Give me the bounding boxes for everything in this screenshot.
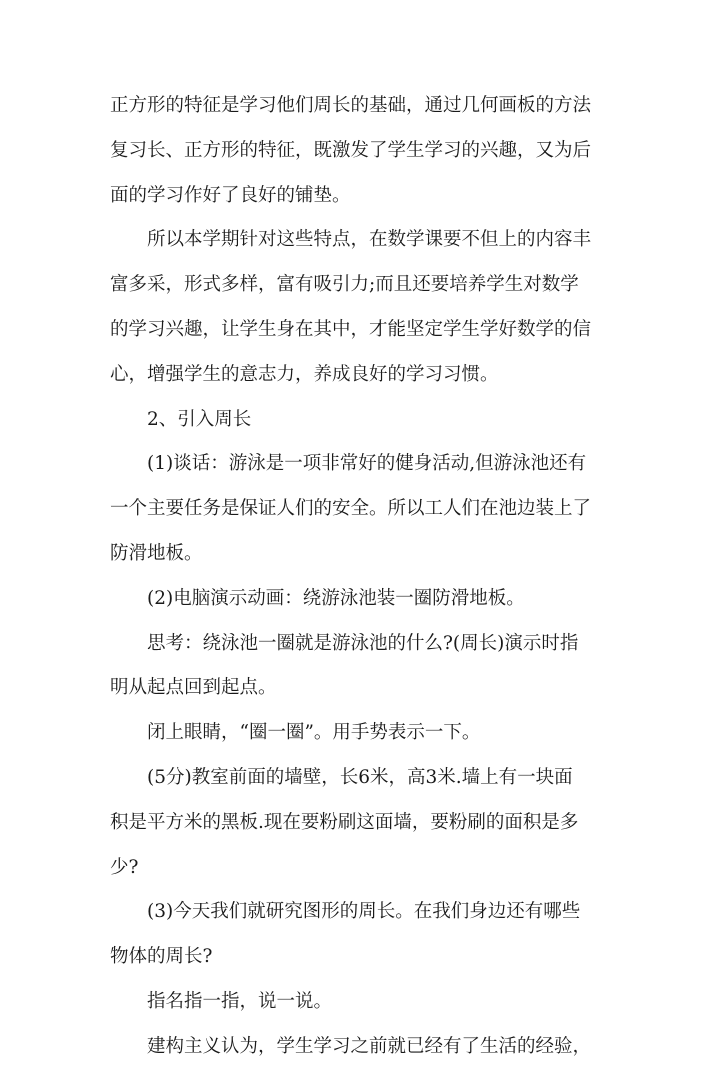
text-line: 富多采，形式多样，富有吸引力;而且还要培养学生对数学: [110, 274, 579, 296]
text-line: (2)电脑演示动画：绕游泳池装一圈防滑地板。: [147, 587, 525, 609]
text-line: 心，增强学生的意志力，养成良好的学习习惯。: [110, 363, 499, 385]
section-heading: 2、引入周长: [147, 408, 252, 430]
text-line: 少?: [110, 856, 139, 878]
text-line: 防滑地板。: [110, 542, 203, 564]
text-line: 一个主要任务是保证人们的安全。所以工人们在池边装上了: [110, 498, 592, 520]
text-line: 所以本学期针对这些特点，在数学课要不但上的内容丰: [147, 229, 592, 251]
text-line: 建构主义认为，学生学习之前就已经有了生活的经验，: [147, 1035, 592, 1057]
text-line: 积是平方米的黑板.现在要粉刷这面墙，要粉刷的面积是多: [110, 811, 579, 833]
text-line: 思考：绕泳池一圈就是游泳池的什么?(周长)演示时指: [147, 632, 579, 654]
text-line: 物体的周长?: [110, 946, 213, 968]
text-line: (1)谈话：游泳是一项非常好的健身活动,但游泳池还有: [147, 453, 587, 475]
document-body: [110, 84, 616, 1070]
text-line: 的学习兴趣，让学生身在其中，才能坚定学生学好数学的信: [110, 318, 592, 340]
text-line: 面的学习作好了良好的铺垫。: [110, 184, 351, 206]
text-line: 闭上眼睛，“圈一圈”。用手势表示一下。: [147, 722, 481, 744]
text-line: 复习长、正方形的特征，既激发了学生学习的兴趣，又为后: [110, 139, 592, 161]
text-line: 正方形的特征是学习他们周长的基础，通过几何画板的方法: [110, 95, 592, 116]
text-line: 指名指一指，说一说。: [147, 990, 333, 1012]
text-line: (5分)教室前面的墙壁，长6米，高3米.墙上有一块面: [147, 766, 573, 788]
text-line: (3)今天我们就研究图形的周长。在我们身边还有哪些: [147, 901, 581, 923]
text-line: 明从起点回到起点。: [110, 677, 277, 699]
